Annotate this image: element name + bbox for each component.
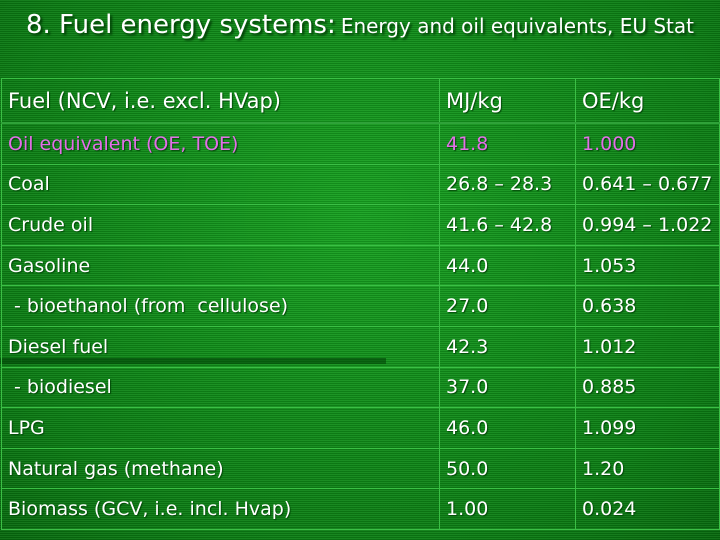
oe-kg-cell: 0.024 xyxy=(576,489,720,530)
oe-kg-cell: 0.638 xyxy=(576,286,720,327)
oe-kg-cell: 0.885 xyxy=(576,367,720,408)
table-row xyxy=(2,448,720,489)
oe-kg-cell: 0.641 – 0.677 xyxy=(576,164,720,205)
table-header-row xyxy=(2,79,720,124)
fuel-name-cell: Crude oil xyxy=(2,205,440,246)
table-row xyxy=(2,205,720,246)
header-oe-kg: OE/kg xyxy=(576,79,720,124)
mj-kg-cell: 26.8 – 28.3 xyxy=(440,164,576,205)
mj-kg-cell: 41.8 xyxy=(440,123,576,164)
fuel-name-cell: LPG xyxy=(2,408,440,449)
table-row xyxy=(2,123,720,164)
mj-kg-cell: 1.00 xyxy=(440,489,576,530)
table-row xyxy=(2,245,720,286)
slide-title-main: 8. Fuel energy systems: xyxy=(25,10,336,40)
slide-title-sub: Energy and oil equivalents, EU Stat xyxy=(340,14,694,38)
fuel-name-cell: Biomass (GCV, i.e. incl. Hvap) xyxy=(2,489,440,530)
table-row xyxy=(2,489,720,530)
table-row xyxy=(2,326,720,367)
fuel-name-cell: - bioethanol (from cellulose) xyxy=(2,286,440,327)
mj-kg-cell: 27.0 xyxy=(440,286,576,327)
fuel-name-cell: Natural gas (methane) xyxy=(2,448,440,489)
mj-kg-cell: 42.3 xyxy=(440,326,576,367)
fuel-table-container xyxy=(1,78,719,532)
fuel-name-cell: Oil equivalent (OE, TOE) xyxy=(2,123,440,164)
mj-kg-cell: 46.0 xyxy=(440,408,576,449)
oe-kg-cell: 1.20 xyxy=(576,448,720,489)
mj-kg-cell: 50.0 xyxy=(440,448,576,489)
mj-kg-cell: 44.0 xyxy=(440,245,576,286)
fuel-name-cell: Gasoline xyxy=(2,245,440,286)
table-row xyxy=(2,164,720,205)
table-row xyxy=(2,286,720,327)
fuel-name-cell: Diesel fuel xyxy=(2,326,440,367)
table-row xyxy=(2,408,720,449)
slide-title xyxy=(0,10,720,40)
fuel-energy-table xyxy=(1,78,720,530)
oe-kg-cell: 0.994 – 1.022 xyxy=(576,205,720,246)
oe-kg-cell: 1.099 xyxy=(576,408,720,449)
oe-kg-cell: 1.053 xyxy=(576,245,720,286)
oe-kg-cell: 1.000 xyxy=(576,123,720,164)
header-fuel: Fuel (NCV, i.e. excl. HVap) xyxy=(2,79,440,124)
mj-kg-cell: 41.6 – 42.8 xyxy=(440,205,576,246)
fuel-name-cell: Coal xyxy=(2,164,440,205)
table-row xyxy=(2,367,720,408)
mj-kg-cell: 37.0 xyxy=(440,367,576,408)
header-mj-kg: MJ/kg xyxy=(440,79,576,124)
oe-kg-cell: 1.012 xyxy=(576,326,720,367)
fuel-name-cell: - biodiesel xyxy=(2,367,440,408)
